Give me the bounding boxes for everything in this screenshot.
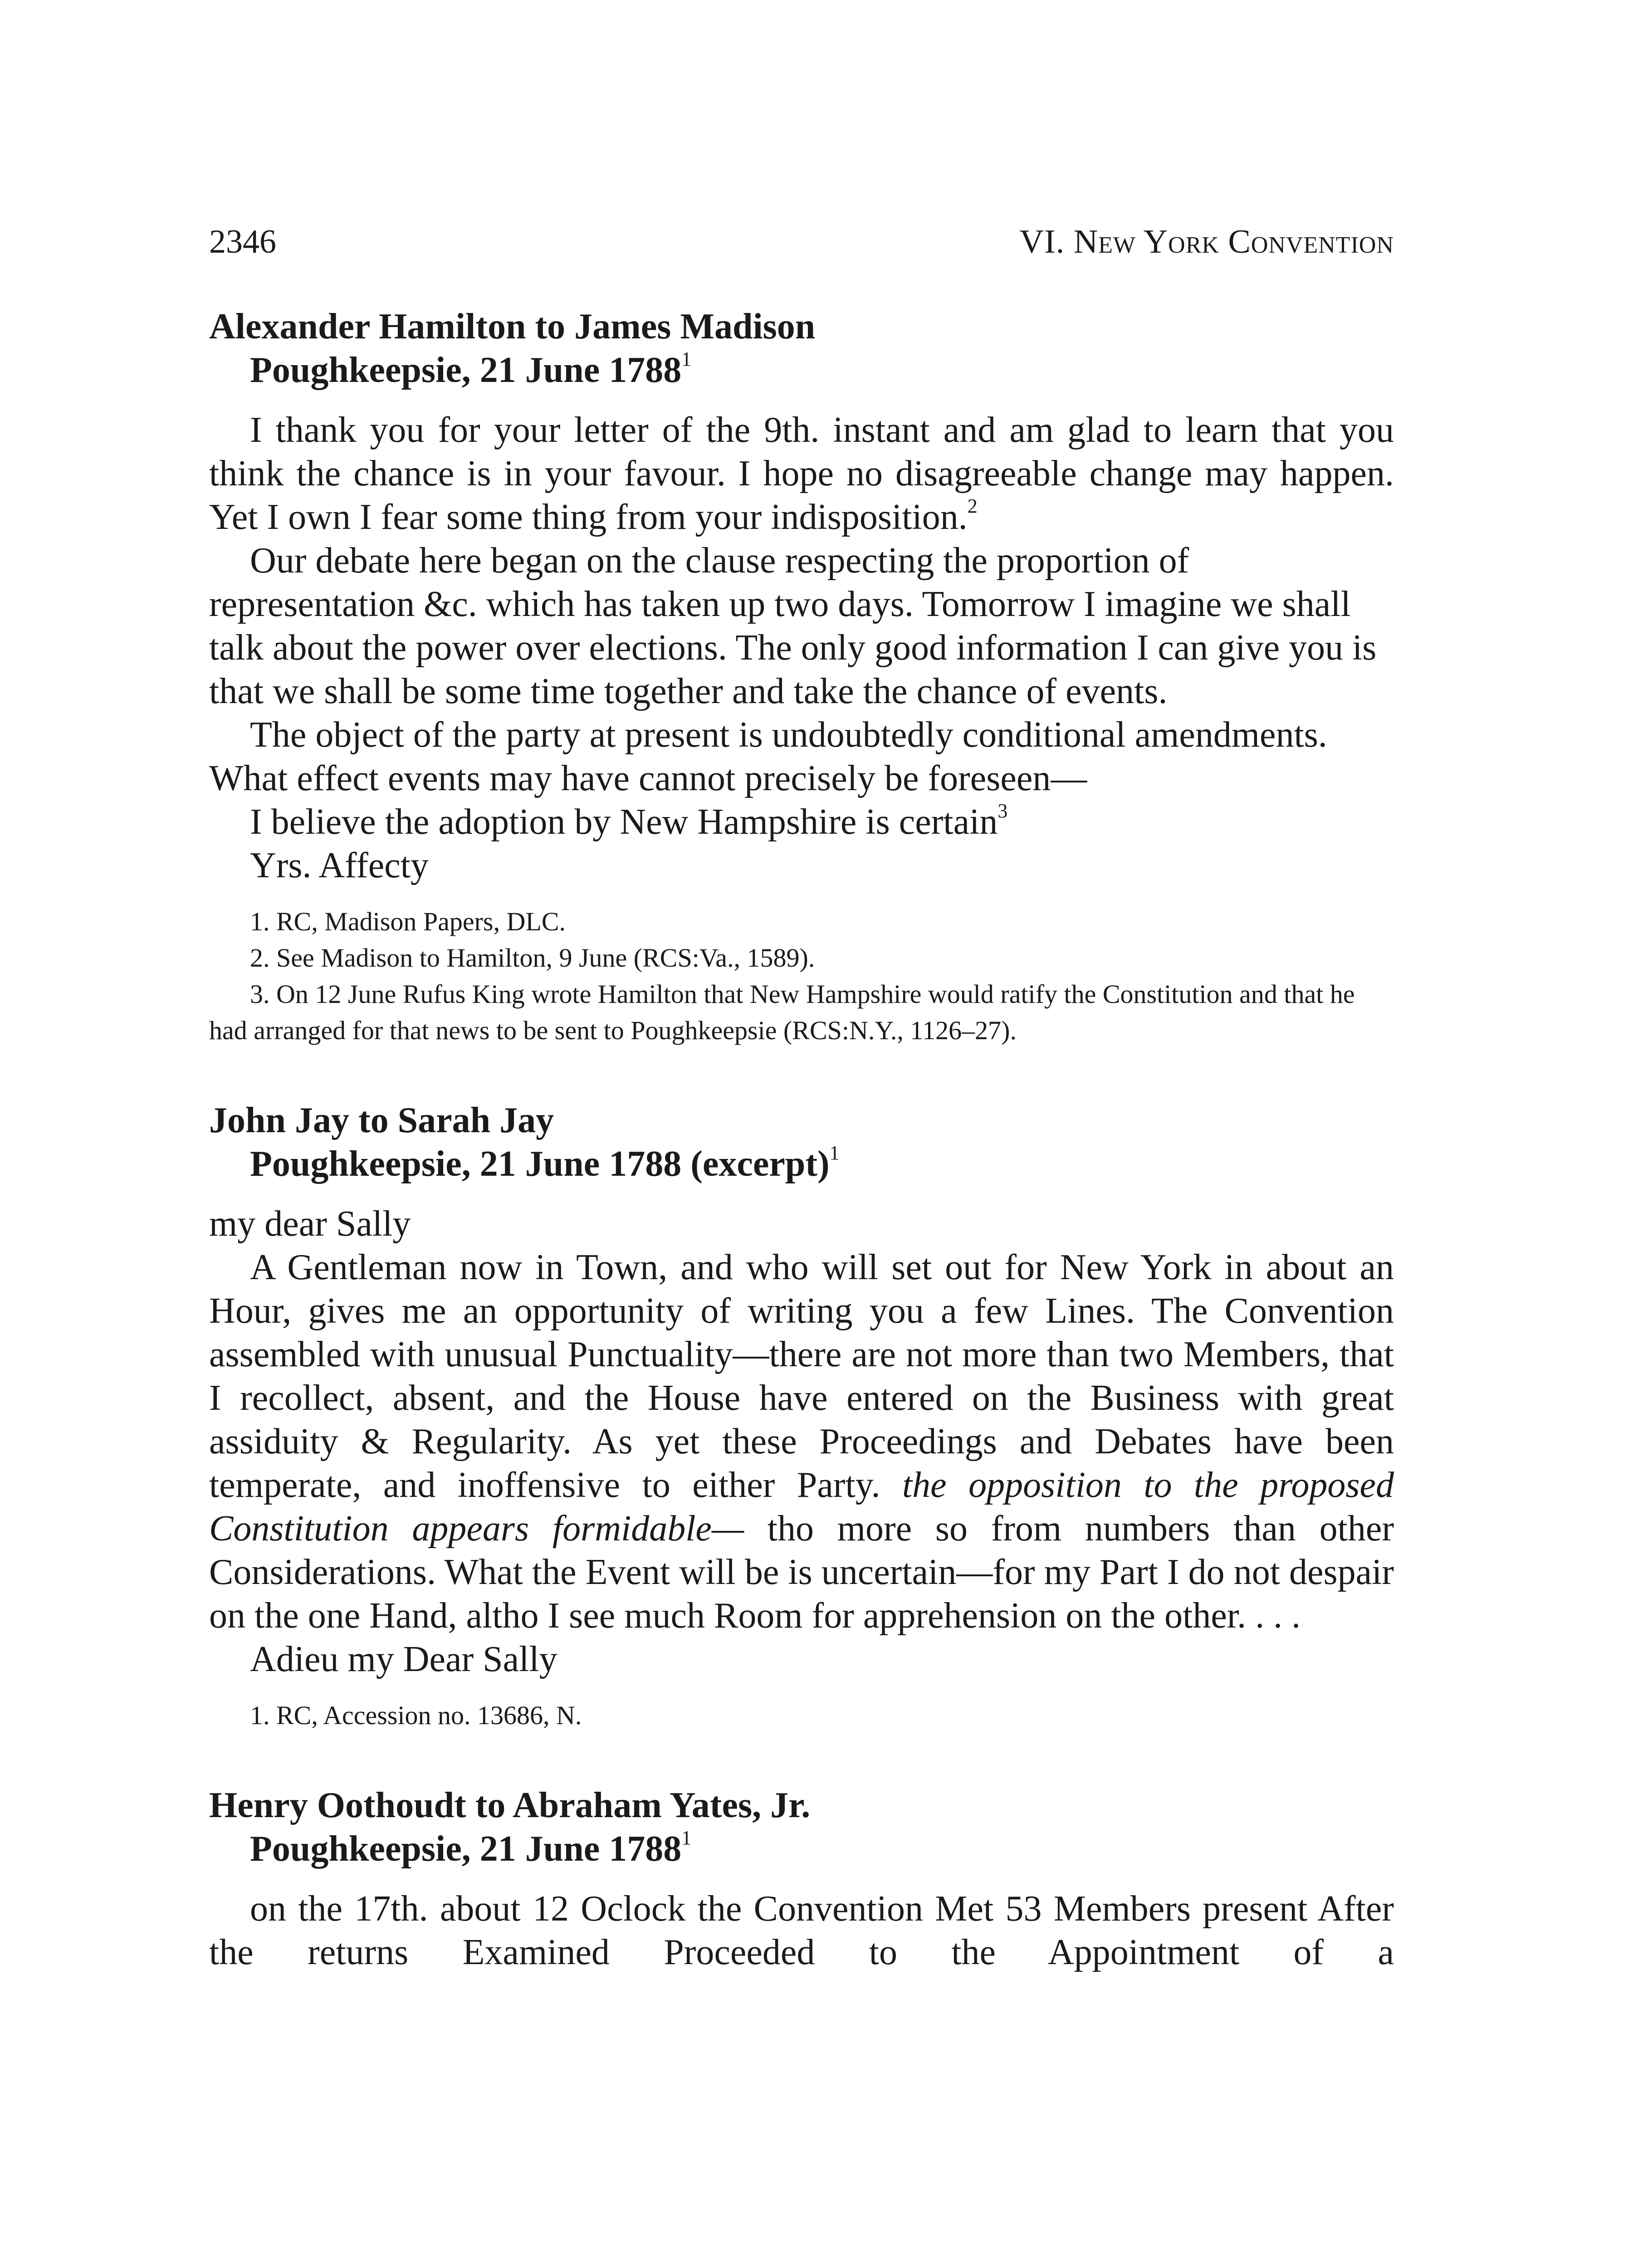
footnotes [209, 904, 1394, 1049]
paragraph: Our debate here began on the clause respecting the proportion of representation &c. which has taken up two days. Tomorrow I imagine we shall talk about the power over elections. The only good information I can give you is that we shall be some time together and take the chance of events. [209, 541, 1377, 711]
paragraph: A Gentleman now in Town, and who will set out for New York in about an Hour, gives me an opportunity of writing you a few Lines. The Convention assembled with unusual Punctuality—there are not more than two Members, that I recollect, absent, and the House have entered on the Business with great assiduity & Regularity. As yet these Proceedings and Debates have been temperate, and inoffensive to either Party. the opposition to the proposed Constitution appears formidable— tho more so from numbers than other Considerations. What the Event will be is uncertain—for my Part I do not despair on the one Hand, altho I see much Room for apprehension on the other. . . . [209, 1247, 1394, 1636]
letter-body [209, 1887, 1394, 1974]
page-number: 2346 [209, 223, 276, 260]
letter-title: Henry Oothoudt to Abraham Yates, Jr. [209, 1785, 811, 1825]
footnote-ref: 3 [997, 799, 1008, 822]
footnote-ref: 2 [967, 494, 978, 517]
letter-body [209, 1202, 1394, 1681]
letter-place-date: Poughkeepsie, 21 June 1788 [250, 350, 682, 390]
paragraph: I thank you for your letter of the 9th. instant and am glad to learn that you think the chance is in your favour. I hope no disagreeable change may happen. Yet I own I fear some thing from your indisposition.$^2$ [209, 410, 1394, 537]
closing: Adieu my Dear Sally [250, 1639, 557, 1679]
letter-title: John Jay to Sarah Jay [209, 1100, 554, 1140]
letter-heading [209, 1784, 1394, 1871]
letter-hamilton-to-madison [209, 305, 1394, 1049]
footnote: 3. On 12 June Rufus King wrote Hamilton that New Hampshire would ratify the Constitution and that he had arranged for that news to be sent to Poughkeepsie (RCS:N.Y., 1126–27). [209, 979, 1355, 1045]
closing: Yrs. Affecty [250, 846, 429, 885]
page-content [209, 305, 1394, 1974]
letter-body [209, 408, 1394, 887]
running-head: VI. New York Convention [1019, 223, 1394, 260]
letter-oothoudt-to-yates [209, 1784, 1394, 1974]
paragraph: on the 17th. about 12 Oclock the Convention Met 53 Members present After the returns Examined Proceeded to the Appointment of a [209, 1889, 1394, 1972]
footnotes [209, 1697, 1394, 1734]
footnote: 1. RC, Madison Papers, DLC. [250, 907, 566, 936]
letter-jay-to-sarah-jay [209, 1099, 1394, 1734]
letter-heading [209, 1099, 1394, 1186]
footnote-ref: 1 [681, 347, 692, 370]
footnote: 2. See Madison to Hamilton, 9 June (RCS:Va., 1589). [250, 943, 815, 973]
footnote-ref: 1 [829, 1141, 840, 1164]
paragraph: I believe the adoption by New Hampshire is certain$^3$ [250, 799, 1008, 842]
letter-place-date: Poughkeepsie, 21 June 1788 [250, 1829, 682, 1869]
letter-place-date: Poughkeepsie, 21 June 1788 (excerpt) [250, 1144, 830, 1184]
footnote: 1. RC, Accession no. 13686, N. [250, 1701, 582, 1730]
salutation: my dear Sally [209, 1204, 411, 1244]
footnote-ref: 1 [681, 1826, 692, 1849]
paragraph: The object of the party at present is undoubtedly conditional amendments. What effect events may have cannot precisely be foreseen— [209, 715, 1327, 798]
page-header [209, 221, 1394, 262]
italic-passage: the opposition to the proposed Constitution appears formidable— [209, 1465, 1394, 1549]
letter-title: Alexander Hamilton to James Madison [209, 307, 816, 347]
letter-heading [209, 305, 1394, 392]
